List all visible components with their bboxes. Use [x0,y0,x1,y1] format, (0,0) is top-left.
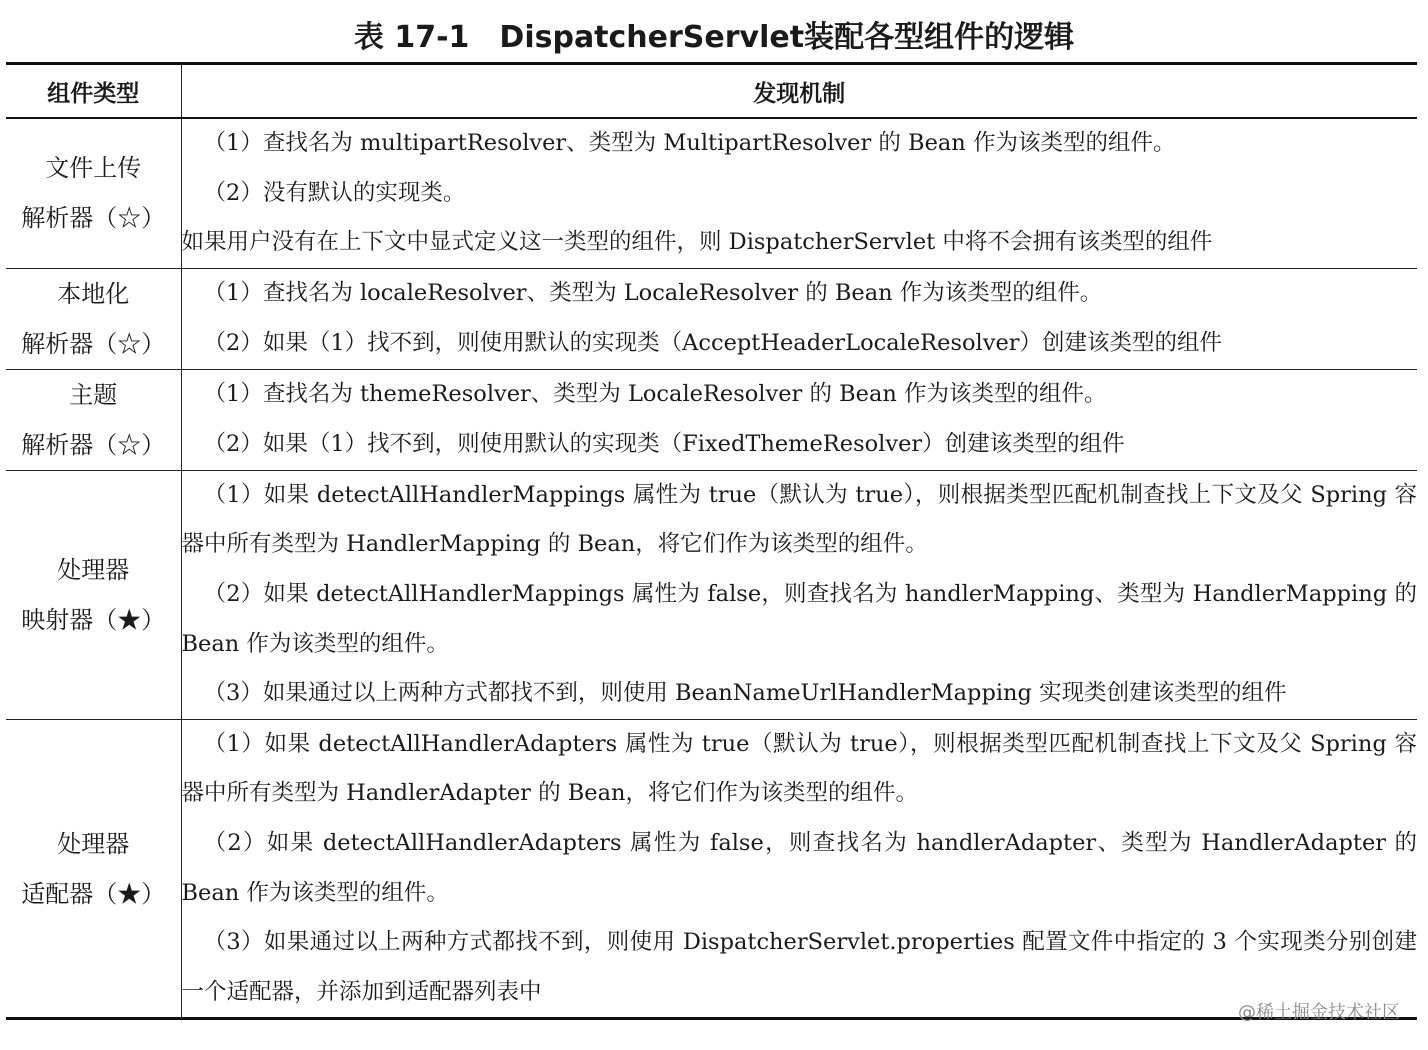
component-type-line: 处理器 [57,829,130,858]
component-type-line: 解析器（☆） [21,204,166,233]
component-type-cell [6,369,181,470]
mechanism-line: （3）如果通过以上两种方式都找不到，则使用 BeanNameUrlHandlerMapping 实现类创建该类型的组件 [203,680,1287,707]
mechanism-line: （2）如果 detectAllHandlerAdapters 属性为 false，则查找名为 handlerAdapter、类型为 HandlerAdapter 的 Bean 作为该类型的组件。 [181,829,1417,906]
mechanism-line: （1）如果 detectAllHandlerMappings 属性为 true（默认为 true），则根据类型匹配机制查找上下文及父 Spring 容器中所有类型为 HandlerMapping 的 Bean，将它们作为该类型的组件。 [181,481,1417,558]
table-row [6,470,1417,719]
mechanism-line: （3）如果通过以上两种方式都找不到，则使用 DispatcherServlet.properties 配置文件中指定的 3 个实现类分别创建一个适配器，并添加到适配器列表中 [181,929,1417,1005]
component-type-line: 映射器（★） [21,605,166,634]
component-type-cell [6,719,181,1019]
table-row [6,118,1417,268]
mechanism-cell [181,719,1417,1019]
mechanism-line: （2）如果（1）找不到，则使用默认的实现类（FixedThemeResolver）创建该类型的组件 [203,430,1125,457]
mechanism-cell [181,470,1417,719]
component-type-line: 适配器（★） [21,879,166,908]
component-type-cell [6,118,181,268]
header-mechanism: 发现机制 [181,64,1417,119]
component-type-cell [6,268,181,369]
mechanism-cell [181,268,1417,369]
component-type-line: 解析器（☆） [21,430,166,459]
mechanism-cell [181,118,1417,268]
header-component-type: 组件类型 [6,64,181,119]
table-row [6,719,1417,1019]
mechanism-line: （1）如果 detectAllHandlerAdapters 属性为 true（默认为 true），则根据类型匹配机制查找上下文及父 Spring 容器中所有类型为 HandlerAdapter 的 Bean，将它们作为该类型的组件。 [181,730,1417,807]
table-header-row [6,64,1417,119]
table-row [6,369,1417,470]
component-type-line: 处理器 [57,555,130,584]
component-type-line: 文件上传 [45,154,142,183]
table-caption: 表 17-1 DispatcherServlet装配各型组件的逻辑 [353,20,1075,55]
watermark: @稀土掘金技术社区 [1238,1002,1400,1023]
mechanism-line: 如果用户没有在上下文中显式定义这一类型的组件，则 DispatcherServlet 中将不会拥有该类型的组件 [181,229,1213,256]
mechanism-line: （1）查找名为 themeResolver、类型为 LocaleResolver 的 Bean 作为该类型的组件。 [203,381,1107,408]
mechanism-cell [181,369,1417,470]
component-type-line: 主题 [69,380,118,409]
component-type-line: 本地化 [57,279,130,308]
mechanism-line: （2）如果 detectAllHandlerMappings 属性为 false，则查找名为 handlerMapping、类型为 HandlerMapping 的 Bean 作为该类型的组件。 [181,580,1417,657]
component-type-line: 解析器（☆） [21,329,166,358]
mechanism-line: （1）查找名为 multipartResolver、类型为 MultipartResolver 的 Bean 作为该类型的组件。 [203,130,1176,156]
table-row [6,268,1417,369]
component-type-cell [6,470,181,719]
mechanism-line: （1）查找名为 localeResolver、类型为 LocaleResolver 的 Bean 作为该类型的组件。 [203,280,1103,307]
component-table [6,62,1417,1020]
mechanism-line: （2）没有默认的实现类。 [203,179,466,206]
mechanism-line: （2）如果（1）找不到，则使用默认的实现类（AcceptHeaderLocaleResolver）创建该类型的组件 [203,329,1223,356]
